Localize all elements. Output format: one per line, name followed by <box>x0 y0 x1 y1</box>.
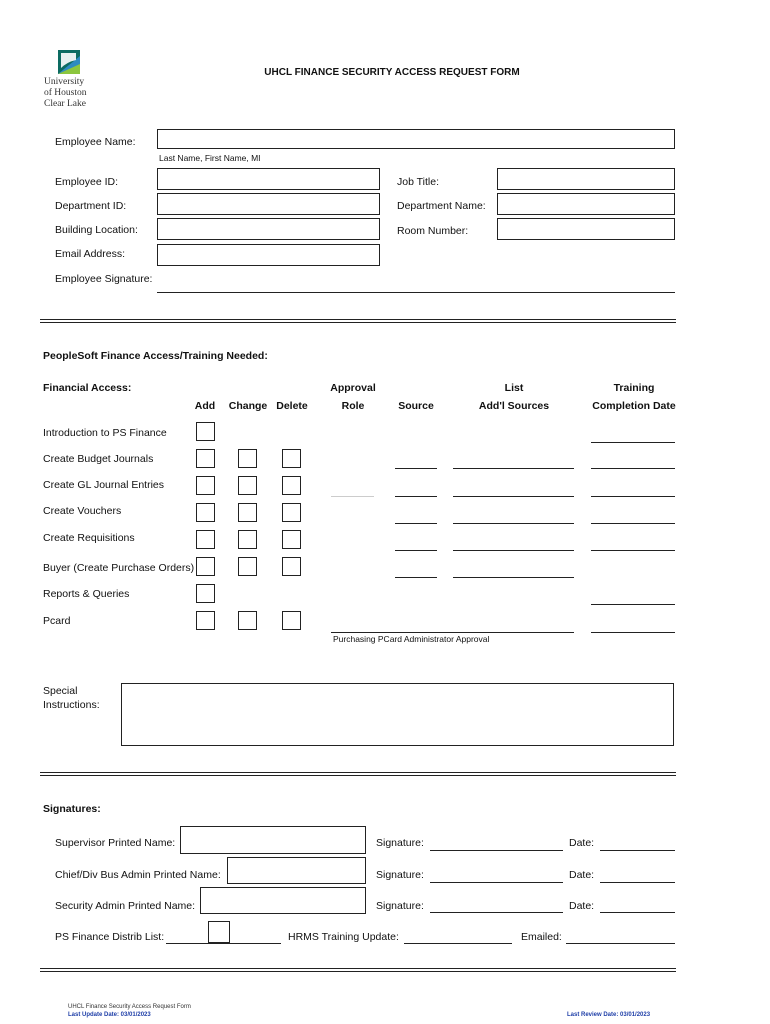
col-header-delete: Delete <box>276 400 308 412</box>
row-label: Reports & Queries <box>43 588 130 600</box>
buyer-change-checkbox[interactable] <box>238 557 257 576</box>
supervisor-name-input[interactable] <box>180 826 366 854</box>
pcard-add-checkbox[interactable] <box>196 611 215 630</box>
special-label-line: Special <box>43 685 78 697</box>
budget-add-checkbox[interactable] <box>196 449 215 468</box>
emailed-label: Emailed: <box>521 931 562 943</box>
signatures-section-title: Signatures: <box>43 803 101 815</box>
logo-line: of Houston <box>44 88 87 98</box>
chief-date-line[interactable] <box>600 882 675 883</box>
access-section-title: PeopleSoft Finance Access/Training Needed: <box>43 350 268 362</box>
vouchers-change-checkbox[interactable] <box>238 503 257 522</box>
chief-signature-label: Signature: <box>376 869 424 881</box>
distrib-list-checkbox[interactable] <box>208 921 230 943</box>
security-date-label: Date: <box>569 900 595 912</box>
requisitions-delete-checkbox[interactable] <box>282 530 301 549</box>
row-label: Create Vouchers <box>43 505 122 517</box>
distrib-list-line[interactable] <box>166 943 281 944</box>
buyer-add-checkbox[interactable] <box>196 557 215 576</box>
department-name-input[interactable] <box>497 193 675 215</box>
employee-name-input[interactable] <box>157 129 675 149</box>
row-label: Create Requisitions <box>43 532 135 544</box>
col-header-completion-date: Completion Date <box>592 400 676 412</box>
special-instructions-input[interactable] <box>121 683 674 746</box>
gl-source-line[interactable] <box>395 496 437 497</box>
security-signature-line[interactable] <box>430 912 563 913</box>
logo-line: Clear Lake <box>44 99 86 109</box>
special-label-line: Instructions: <box>43 699 100 711</box>
employee-id-label: Employee ID: <box>55 176 119 188</box>
email-address-input[interactable] <box>157 244 380 266</box>
requisitions-add-checkbox[interactable] <box>196 530 215 549</box>
chief-name-input[interactable] <box>227 857 366 884</box>
employee-id-input[interactable] <box>157 168 380 190</box>
special-instructions-label <box>43 684 100 712</box>
col-header-addl-sources: Add'l Sources <box>478 400 550 412</box>
col-header-change: Change <box>228 400 268 412</box>
building-location-label: Building Location: <box>55 224 138 236</box>
row-label: Create GL Journal Entries <box>43 479 165 491</box>
budget-addl-sources-line[interactable] <box>453 468 574 469</box>
email-address-label: Email Address: <box>55 248 126 260</box>
pcard-approval-note: Purchasing PCard Administrator Approval <box>333 634 490 644</box>
row-label: Introduction to PS Finance <box>43 427 167 439</box>
chief-name-label: Chief/Div Bus Admin Printed Name: <box>55 869 221 881</box>
employee-name-label: Employee Name: <box>55 136 136 148</box>
distrib-list-label: PS Finance Distrib List: <box>55 931 165 943</box>
budget-delete-checkbox[interactable] <box>282 449 301 468</box>
job-title-input[interactable] <box>497 168 675 190</box>
vouchers-addl-sources-line[interactable] <box>453 523 574 524</box>
pcard-change-checkbox[interactable] <box>238 611 257 630</box>
section-divider <box>40 968 676 972</box>
uhcl-logo <box>44 50 94 112</box>
room-number-label: Room Number: <box>397 225 469 237</box>
footer-last-update: Last Update Date: 03/01/2023 <box>68 1012 151 1018</box>
buyer-delete-checkbox[interactable] <box>282 557 301 576</box>
employee-name-hint: Last Name, First Name, MI <box>159 153 261 163</box>
gl-addl-sources-line[interactable] <box>453 496 574 497</box>
financial-access-label: Financial Access: <box>43 382 132 394</box>
gl-change-checkbox[interactable] <box>238 476 257 495</box>
buyer-addl-sources-line[interactable] <box>453 577 574 578</box>
vouchers-delete-checkbox[interactable] <box>282 503 301 522</box>
department-name-label: Department Name: <box>397 200 486 212</box>
chief-signature-line[interactable] <box>430 882 563 883</box>
vouchers-training-date-line[interactable] <box>591 523 675 524</box>
security-signature-label: Signature: <box>376 900 424 912</box>
footer-last-review: Last Review Date: 03/01/2023 <box>567 1012 651 1018</box>
requisitions-addl-sources-line[interactable] <box>453 550 574 551</box>
requisitions-change-checkbox[interactable] <box>238 530 257 549</box>
supervisor-signature-label: Signature: <box>376 837 424 849</box>
department-id-label: Department ID: <box>55 200 127 212</box>
employee-signature-label: Employee Signature: <box>55 273 153 285</box>
hrms-training-label: HRMS Training Update: <box>288 931 399 943</box>
security-admin-name-label: Security Admin Printed Name: <box>55 900 196 912</box>
supervisor-date-line[interactable] <box>600 850 675 851</box>
pcard-approval-line[interactable] <box>331 632 574 633</box>
security-admin-name-input[interactable] <box>200 887 366 914</box>
intro-training-date-line[interactable] <box>591 442 675 443</box>
gl-training-date-line[interactable] <box>591 496 675 497</box>
row-label: Buyer (Create Purchase Orders) <box>43 562 195 574</box>
intro-add-checkbox[interactable] <box>196 422 215 441</box>
budget-training-date-line[interactable] <box>591 468 675 469</box>
security-date-line[interactable] <box>600 912 675 913</box>
col-header-add: Add <box>194 400 216 412</box>
form-title: UHCL FINANCE SECURITY ACCESS REQUEST FORM <box>264 67 520 78</box>
chief-date-label: Date: <box>569 869 595 881</box>
footer-form-name: UHCL Finance Security Access Request Form <box>68 1004 191 1010</box>
budget-change-checkbox[interactable] <box>238 449 257 468</box>
vouchers-source-line[interactable] <box>395 523 437 524</box>
logo-line: University <box>44 77 85 87</box>
emailed-line[interactable] <box>566 943 675 944</box>
supervisor-signature-line[interactable] <box>430 850 563 851</box>
row-label: Pcard <box>43 615 71 627</box>
approval-role-line[interactable] <box>331 496 374 497</box>
employee-signature-line[interactable] <box>157 292 675 293</box>
pcard-training-date-line[interactable] <box>591 632 675 633</box>
reports-add-checkbox[interactable] <box>196 584 215 603</box>
reports-training-date-line[interactable] <box>591 604 675 605</box>
gl-add-checkbox[interactable] <box>196 476 215 495</box>
supervisor-date-label: Date: <box>569 837 595 849</box>
col-header-training: Training <box>613 382 655 394</box>
col-header-role: Role <box>341 400 365 412</box>
col-header-approval: Approval <box>330 382 376 394</box>
department-id-input[interactable] <box>157 193 380 215</box>
hrms-training-line[interactable] <box>404 943 512 944</box>
gl-delete-checkbox[interactable] <box>282 476 301 495</box>
col-header-list: List <box>504 382 524 394</box>
job-title-label: Job Title: <box>397 176 440 188</box>
requisitions-source-line[interactable] <box>395 550 437 551</box>
pcard-delete-checkbox[interactable] <box>282 611 301 630</box>
section-divider <box>40 772 676 776</box>
budget-source-line[interactable] <box>395 468 437 469</box>
row-label: Create Budget Journals <box>43 453 154 465</box>
buyer-source-line[interactable] <box>395 577 437 578</box>
vouchers-add-checkbox[interactable] <box>196 503 215 522</box>
building-location-input[interactable] <box>157 218 380 240</box>
col-header-source: Source <box>398 400 434 412</box>
requisitions-training-date-line[interactable] <box>591 550 675 551</box>
room-number-input[interactable] <box>497 218 675 240</box>
section-divider <box>40 319 676 323</box>
supervisor-name-label: Supervisor Printed Name: <box>55 837 176 849</box>
